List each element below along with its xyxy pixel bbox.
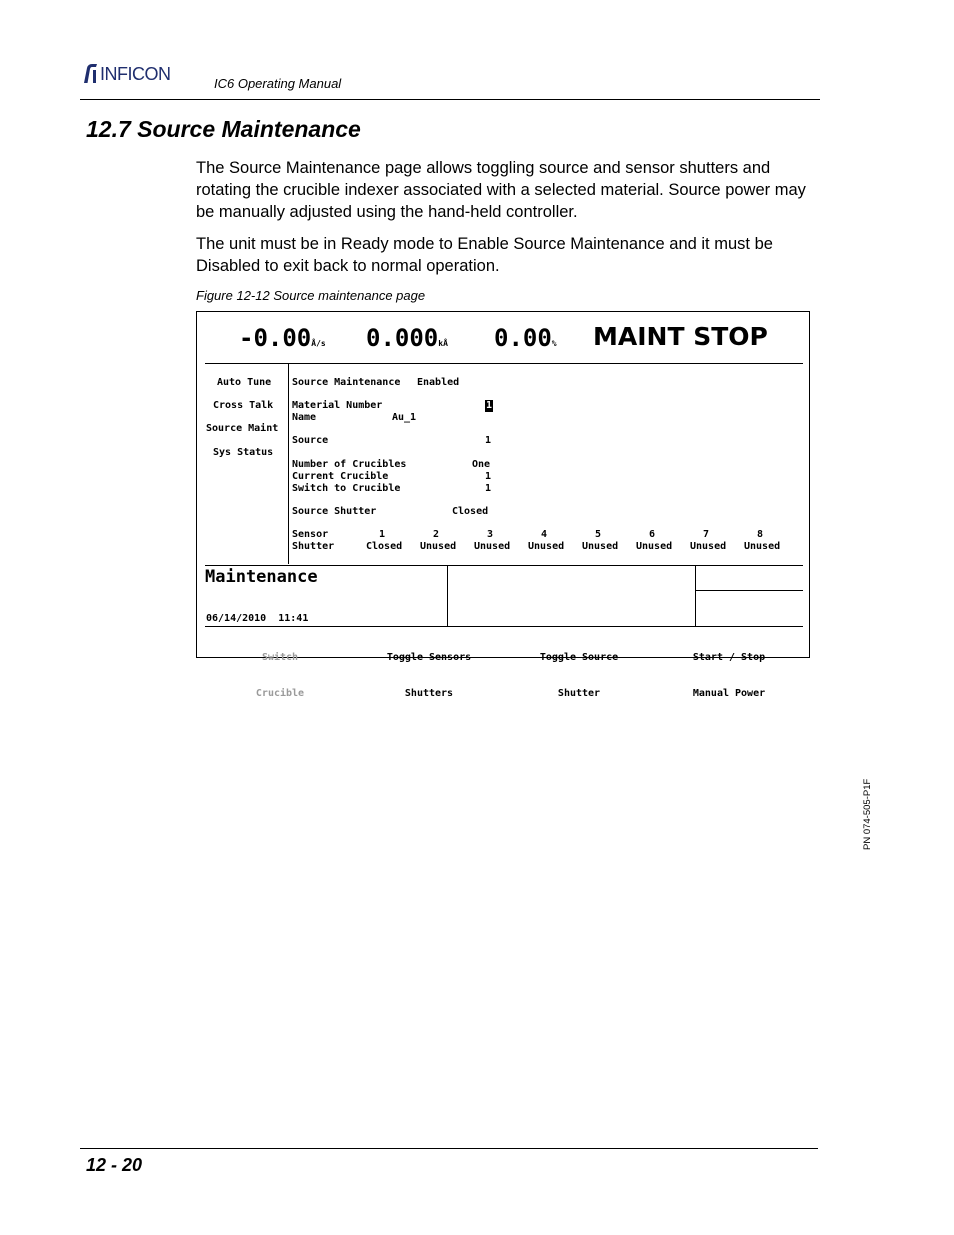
sensor-number: 6 [649,529,656,540]
source-shutter-label: Source Shutter [292,506,377,517]
softkey-label: Shutters [404,688,454,699]
thickness-unit: kÅ [438,339,448,348]
current-crucible-label: Current Crucible [292,471,389,482]
menu-item-cross-talk[interactable]: Cross Talk [213,400,274,411]
footer-rule [80,1148,818,1149]
softkey-label: Shutter [557,688,601,699]
menu-item-source-maint[interactable]: Source Maint [206,423,279,434]
sensor-number: 7 [703,529,710,540]
menu-divider [288,364,289,564]
body-paragraph: The Source Maintenance page allows toggling source and sensor shutters and rotating the crucible indexer associated with a selected material. Source power may be manually adjusted using the hand-held controller. [196,159,806,221]
sensor-number: 8 [757,529,764,540]
toggle-sensor-shutters-softkey[interactable] [367,628,491,724]
figure-caption: Figure 12-12 Source maintenance page [196,288,426,303]
power-unit: % [551,339,557,348]
source-label: Source [292,435,329,446]
status-readout: MAINT STOP [593,322,768,351]
sensor-shutter-state: Closed [366,541,403,552]
name-label: Name [292,412,317,423]
sensor-number: 4 [541,529,548,540]
softkey-label: Crucible [255,688,305,699]
panel-divider [695,590,803,591]
menu-item-sys-status[interactable]: Sys Status [213,447,274,458]
source-maintenance-label: Source Maintenance [292,377,401,388]
softkey-label: Switch [261,652,299,663]
thickness-value: 0.000 [366,324,439,352]
inficon-logo-mark-icon [82,62,98,84]
rate-value: -0.00 [239,324,312,352]
switch-crucible-label: Switch to Crucible [292,483,401,494]
date-time: 06/14/2010 11:41 [206,613,309,624]
panel-divider [695,566,696,626]
sensor-shutter-state: Unused [636,541,673,552]
switch-crucible-softkey [227,628,333,724]
name-value: Au_1 [392,412,417,423]
sensor-number: 2 [433,529,440,540]
mode-title: Maintenance [205,567,318,587]
num-crucibles-label: Number of Crucibles [292,459,407,470]
switch-crucible-value[interactable]: 1 [485,483,492,494]
shutter-label: Shutter [292,541,335,552]
inficon-logo [82,60,171,84]
material-number-label: Material Number [292,400,383,411]
softkey-label: Toggle Source [539,652,619,663]
sensor-shutter-state: Unused [690,541,727,552]
body-paragraph: The unit must be in Ready mode to Enable Source Maintenance and it must be Disabled to exit back to normal operation. [196,235,773,275]
sensor-shutter-state: Unused [582,541,619,552]
document-title: IC6 Operating Manual [214,76,342,91]
start-stop-manual-power-softkey[interactable] [667,628,791,724]
softkey-label: Manual Power [692,688,766,699]
rate-unit: Å/s [311,339,326,348]
source-maintenance-value[interactable]: Enabled [417,377,460,388]
power-readout [494,324,557,358]
sensor-shutter-state: Unused [474,541,511,552]
material-number-value[interactable]: 1 [486,400,493,411]
current-crucible-value: 1 [485,471,492,482]
sensor-number: 5 [595,529,602,540]
softkey-divider [205,626,803,627]
section-title: 12.7 Source Maintenance [86,116,361,142]
sensor-shutter-state: Unused [420,541,457,552]
page-number: 12 - 20 [86,1155,143,1175]
softkey-label: Start / Stop [692,652,766,663]
source-shutter-value: Closed [452,506,489,517]
softkey-label: Toggle Sensors [386,652,472,663]
thickness-readout [366,324,448,358]
source-maintenance-screen [196,311,810,699]
num-crucibles-value: One [472,459,491,470]
readout-divider [205,363,803,364]
logo-wordmark: INFICON [100,64,171,84]
part-number: PN 074-505-P1F [862,778,873,850]
power-value: 0.00 [494,324,552,352]
toggle-source-shutter-softkey[interactable] [517,628,641,724]
header-rule [80,99,820,100]
source-value: 1 [485,435,492,446]
menu-item-auto-tune[interactable]: Auto Tune [217,377,272,388]
sensor-number: 1 [379,529,386,540]
panel-divider [447,566,448,626]
sensor-shutter-state: Unused [744,541,781,552]
sensor-number: 3 [487,529,494,540]
sensor-shutter-state: Unused [528,541,565,552]
sensor-label: Sensor [292,529,329,540]
rate-readout [239,324,326,358]
